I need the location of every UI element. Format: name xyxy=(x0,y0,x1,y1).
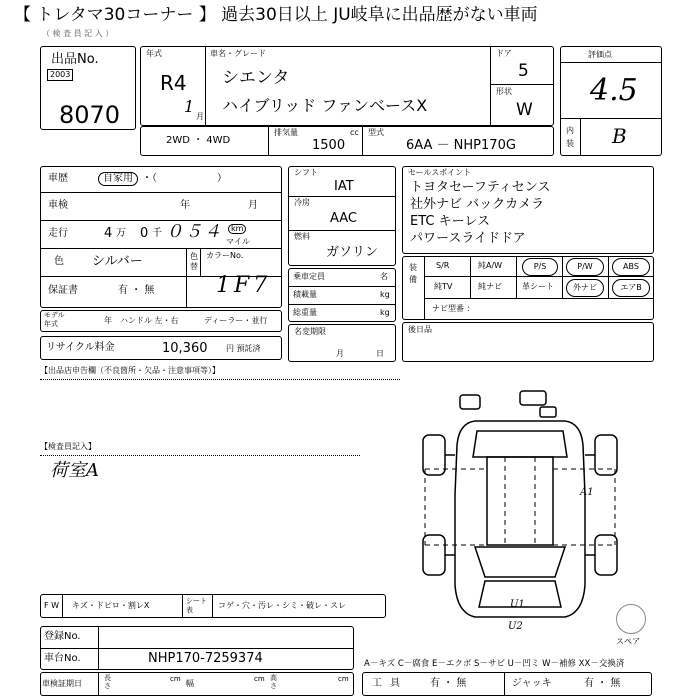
shaken-month: 月 xyxy=(248,200,258,211)
equip-navi: 純ナビ xyxy=(478,282,502,291)
model-label: 型式 xyxy=(368,128,384,137)
drive-label: 2WD ・ 4WD xyxy=(166,135,231,146)
shaken-year: 年 xyxy=(180,200,190,211)
chassis-value: NHP170-7259374 xyxy=(148,651,263,666)
floor-label: F W xyxy=(44,601,60,610)
lot-stamp: 2003 xyxy=(47,69,73,81)
color-label: 色 xyxy=(54,256,64,267)
floor-text: キズ・ドピロ・割レX xyxy=(72,601,150,610)
recycle-label: リサイクル料金 xyxy=(46,342,115,353)
color-value: シルバー xyxy=(92,254,143,269)
lot-number: 8070 xyxy=(59,101,121,129)
shaken-label: 車検 xyxy=(48,200,68,211)
spare-tire-icon xyxy=(616,604,646,634)
grade-label: 評価点 xyxy=(588,50,612,59)
warranty-label: 保証書 xyxy=(48,285,78,296)
later-items-label: 後日品 xyxy=(408,325,432,334)
sales-line-4: パワースライドドア xyxy=(410,231,526,246)
history-rest: ・（ ） xyxy=(142,173,227,184)
top-banner xyxy=(0,0,700,32)
car-diagram xyxy=(405,385,635,630)
car-grade: ハイブリッド ファンベースX xyxy=(222,96,428,115)
equip-nav-model: ナビ型番 ： xyxy=(432,304,475,313)
equip-ext-navi: 外ナビ xyxy=(566,279,604,297)
later-items-box xyxy=(402,322,654,362)
cert-long: 長さ xyxy=(104,674,111,690)
mileage-sen-unit: 千 xyxy=(152,228,162,239)
model-year-label2: 年式 xyxy=(44,320,58,328)
era-month: 1 xyxy=(184,97,195,116)
damage-u1: U1 xyxy=(510,599,525,610)
equip-tv: 純TV xyxy=(434,282,453,291)
equip-ps: P/S xyxy=(522,258,558,276)
mileage-label: 走行 xyxy=(48,228,68,239)
cert-height: 高さ xyxy=(270,674,277,690)
gross-unit: kg xyxy=(380,308,390,317)
era-label: 年式 xyxy=(146,49,162,58)
lot-box xyxy=(40,46,136,130)
model-year-label1: モデル xyxy=(44,311,65,319)
interior-value: B xyxy=(612,124,627,148)
rename-day: 日 xyxy=(376,349,384,358)
shape-value: W xyxy=(516,100,533,120)
era-month-unit: 月 xyxy=(196,112,204,121)
color-code: 1F7 xyxy=(216,273,272,298)
inspector-note: 荷室A xyxy=(50,460,99,481)
fuel-value: ガソリン xyxy=(326,245,379,260)
recycle-unit: 円 預託済 xyxy=(226,344,261,353)
cert-long-unit: cm xyxy=(170,675,181,683)
warranty-value: 有 ・ 無 xyxy=(118,285,155,296)
rename-label: 名変期限 xyxy=(294,327,326,336)
capacity-unit: 名 xyxy=(380,272,388,281)
equip-aw: 純A/W xyxy=(478,261,503,270)
cert-width-unit: cm xyxy=(254,675,265,683)
sales-line-3: ETC キーレス xyxy=(410,214,490,229)
jack-value: 有 ・ 無 xyxy=(584,678,621,689)
equip-leather: 革シート xyxy=(522,282,554,291)
history-label: 車歴 xyxy=(48,173,68,184)
disp-cc: cc xyxy=(350,128,359,137)
load-unit: kg xyxy=(380,290,390,299)
mileage-km: km xyxy=(228,224,246,234)
aircon-value: AAC xyxy=(330,211,357,226)
model-year-year: 年 xyxy=(104,316,112,325)
equip-airbag: エアB xyxy=(612,279,650,297)
mileage-hand: ０５４ xyxy=(166,222,223,242)
damage-legend: A－キズ C－腐食 E－エクボ S－サビ U－凹ミ W－補修 XX－交換済 xyxy=(364,659,625,669)
damage-a1: A1 xyxy=(580,487,594,498)
era-year: R4 xyxy=(160,71,187,95)
fuel-label: 燃料 xyxy=(294,232,310,241)
cert-height-unit: cm xyxy=(338,675,349,683)
equip-abs: ABS xyxy=(612,258,650,276)
header-partial: （ 検 査 員 記 入 ） xyxy=(42,29,114,38)
recycle-value: 10,360 xyxy=(162,341,208,356)
banner-text: 【 トレタマ30コーナー 】 過去30日以上 JU岐阜に出品歴がない車両 xyxy=(14,5,538,25)
tools-value: 有 ・ 無 xyxy=(430,678,467,689)
history-value: 自家用 xyxy=(98,172,138,186)
color-code-label: カラーNo. xyxy=(206,251,244,260)
cert-width: 幅 xyxy=(186,679,194,688)
chassis-label: 車台No. xyxy=(44,653,81,664)
seat-label: シート表 xyxy=(186,597,207,614)
aircon-label: 冷房 xyxy=(294,198,310,207)
car-label: 車名・グレード xyxy=(210,49,266,58)
load-label: 積載量 xyxy=(293,290,317,299)
mileage-man-unit: 万 xyxy=(116,228,126,239)
damage-u2: U2 xyxy=(508,621,523,632)
equipment-label: 装備 xyxy=(409,263,417,284)
sales-line-1: トヨタセーフティセンス xyxy=(410,180,551,195)
jack-label: ジャッキ xyxy=(512,678,552,689)
model-value: 6AA － NHP170G xyxy=(406,138,516,153)
tools-label: 工具 xyxy=(372,678,408,689)
car-name: シエンタ xyxy=(222,68,290,88)
disp-label: 排気量 xyxy=(274,128,298,137)
displacement: 1500 xyxy=(312,138,346,153)
seat-text: コゲ・穴・汚レ・シミ・破レ・スレ xyxy=(218,601,346,610)
model-year-dealer: ディーラー・並行 xyxy=(204,316,268,325)
mileage-man: 4 xyxy=(104,226,113,241)
model-year-handle: ハンドル 左・右 xyxy=(120,316,179,325)
interior-label: 内装 xyxy=(566,126,574,148)
grade-score: 4.5 xyxy=(590,73,638,108)
rename-month: 月 xyxy=(336,349,344,358)
shift-value: IAT xyxy=(334,179,354,194)
capacity-label: 乗車定員 xyxy=(293,272,325,281)
sales-label: セールスポイント xyxy=(408,168,472,177)
certificate-label: 車検証期日 xyxy=(42,679,82,688)
lot-label: 出品No. xyxy=(51,52,99,67)
registration-label: 登録No. xyxy=(44,631,81,642)
equip-sr: S/R xyxy=(436,261,450,270)
spare-label: スペア xyxy=(616,637,640,646)
mileage-mile: マイル xyxy=(226,237,250,246)
doors-label: ドア xyxy=(496,49,512,58)
seller-label: 【出品店申告欄（不良箇所・欠品・注意事項等）】 xyxy=(40,366,220,375)
shift-label: シフト xyxy=(294,168,318,177)
sales-line-2: 社外ナビ バックカメラ xyxy=(410,197,545,212)
color-change: 色替 xyxy=(190,252,198,271)
inspector-label: 【検査員記入】 xyxy=(40,442,96,451)
shape-label: 形状 xyxy=(496,87,512,96)
doors-value: 5 xyxy=(518,61,529,81)
certificate-box xyxy=(40,672,354,696)
equip-pw: P/W xyxy=(566,258,604,276)
mileage-sen: 0 xyxy=(140,226,149,241)
gross-label: 総重量 xyxy=(293,308,317,317)
